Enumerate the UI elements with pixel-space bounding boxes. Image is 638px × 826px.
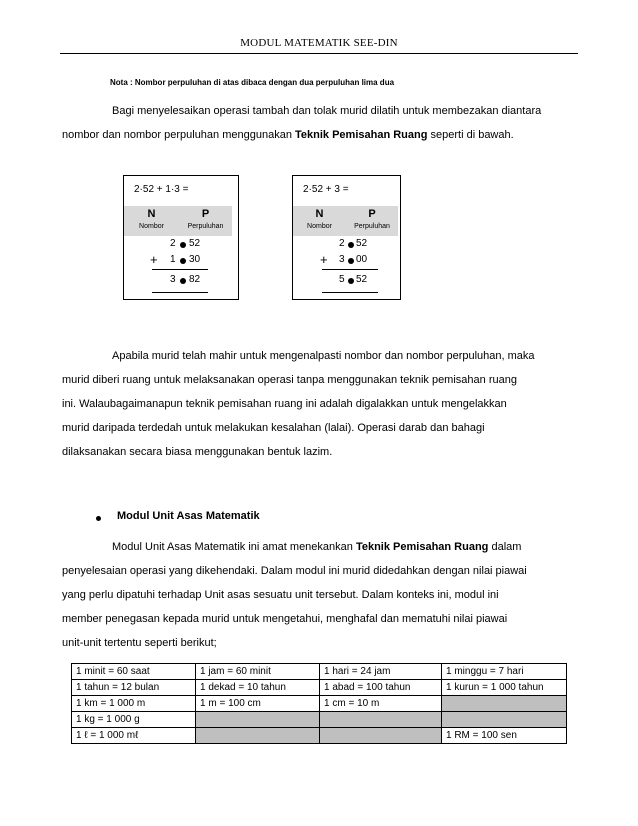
module-paragraph <box>62 535 570 655</box>
example-box-2 <box>292 175 401 300</box>
intro-line-2-pre: nombor dan nombor perpuluhan menggunakan <box>62 129 295 141</box>
mastery-line-5: dilaksanakan secara biasa menggunakan bentuk lazim. <box>62 446 333 458</box>
module-line-2: penyelesaian operasi yang dikehendaki. Dalam modul ini murid didedahkan dengan nilai piawai <box>62 565 527 577</box>
mastery-line-3: ini. Walaubagaimanapun teknik pemisahan ruang ini adalah digalakkan untuk mengelakkan <box>62 398 507 410</box>
sum-rule <box>152 269 208 270</box>
example-1-result-p: 82 <box>189 274 201 285</box>
sum-rule <box>322 269 378 270</box>
example-2-row2-n: 3 <box>339 254 345 265</box>
table-cell: 1 ℓ = 1 000 mℓ <box>72 728 196 744</box>
decimal-dot <box>180 278 186 284</box>
table-cell: 1 tahun = 12 bulan <box>72 680 196 696</box>
example-1-n-letter: N <box>147 208 156 220</box>
module-line-4: member penegasan kepada murid untuk mengetahui, menghafal dan mematuhi nilai piawai <box>62 613 508 625</box>
module-line-3: yang perlu dipatuhi terhadap Unit asas sesuatu unit tersebut. Dalam konteks ini, modul ini <box>62 589 499 601</box>
table-row <box>72 696 567 712</box>
example-2-p-header <box>346 206 398 236</box>
intro-line-2-bold: Teknik Pemisahan Ruang <box>295 129 428 141</box>
table-cell <box>196 728 320 744</box>
example-2-operator: + <box>320 252 328 267</box>
table-row <box>72 728 567 744</box>
example-1-result-n: 3 <box>170 274 176 285</box>
page-header: MODUL MATEMATIK SEE-DIN <box>240 37 398 49</box>
example-box-1 <box>123 175 239 300</box>
example-2-row1-n: 2 <box>339 238 345 249</box>
intro-line-1: Bagi menyelesaikan operasi tambah dan tolak murid dilatih untuk membezakan diantara <box>112 105 542 117</box>
table-cell: 1 kurun = 1 000 tahun <box>442 680 567 696</box>
table-cell: 1 hari = 24 jam <box>320 664 442 680</box>
table-cell: 1 RM = 100 sen <box>442 728 567 744</box>
example-1-n-header <box>124 206 179 236</box>
decimal-dot <box>348 242 354 248</box>
table-cell: 1 minggu = 7 hari <box>442 664 567 680</box>
table-row <box>72 664 567 680</box>
decimal-dot <box>348 278 354 284</box>
table-row <box>72 712 567 728</box>
example-1-equation: 2·52 + 1·3 = <box>134 184 189 195</box>
table-cell <box>320 728 442 744</box>
section-heading: Modul Unit Asas Matematik <box>117 510 260 522</box>
example-2-p-letter: P <box>368 208 376 220</box>
example-2-row2-p: 00 <box>356 254 368 265</box>
module-line-1-bold: Teknik Pemisahan Ruang <box>355 541 489 553</box>
example-1-p-sub: Perpuluhan <box>187 223 224 230</box>
mastery-paragraph <box>62 344 570 464</box>
table-cell <box>442 696 567 712</box>
mastery-line-1: Apabila murid telah mahir untuk mengenalpasti nombor dan nombor perpuluhan, maka <box>112 350 535 362</box>
example-1-row1-p: 52 <box>189 238 201 249</box>
table-cell: 1 kg = 1 000 g <box>72 712 196 728</box>
table-cell: 1 cm = 10 m <box>320 696 442 712</box>
example-2-n-letter: N <box>315 208 324 220</box>
example-1-p-letter: P <box>201 208 210 220</box>
decimal-dot <box>180 242 186 248</box>
table-cell: 1 km = 1 000 m <box>72 696 196 712</box>
example-1-row2-p: 30 <box>189 254 201 265</box>
example-2-p-sub: Perpuluhan <box>354 223 390 230</box>
table-cell <box>196 712 320 728</box>
example-1-p-header <box>179 206 232 236</box>
table-cell <box>442 712 567 728</box>
example-2-equation: 2·52 + 3 = <box>303 184 349 195</box>
table-cell: 1 minit = 60 saat <box>72 664 196 680</box>
example-2-result-n: 5 <box>339 274 345 285</box>
decimal-dot <box>348 258 354 264</box>
result-rule <box>152 292 208 293</box>
module-line-1-post: dalam <box>488 541 522 553</box>
module-line-5: unit-unit tertentu seperti berikut; <box>62 637 217 649</box>
example-1-n-sub: Nombor <box>139 223 164 230</box>
example-2-n-header <box>293 206 346 236</box>
example-1-row2-n: 1 <box>170 254 176 265</box>
example-2-result-p: 52 <box>356 274 368 285</box>
units-table-body <box>72 664 567 744</box>
table-cell: 1 m = 100 cm <box>196 696 320 712</box>
units-table <box>71 663 567 744</box>
decimal-dot <box>180 258 186 264</box>
table-cell: 1 abad = 100 tahun <box>320 680 442 696</box>
example-2-n-sub: Nombor <box>307 223 332 230</box>
table-cell <box>320 712 442 728</box>
mastery-line-4: murid daripada terdedah untuk melakukan kesalahan (lalai). Operasi darab dan bahagi <box>62 422 485 434</box>
bullet-icon <box>96 516 101 521</box>
result-rule <box>322 292 378 293</box>
header-rule <box>60 53 578 54</box>
example-1-operator: + <box>150 252 158 267</box>
table-cell: 1 dekad = 10 tahun <box>196 680 320 696</box>
note-text: Nota : Nombor perpuluhan di atas dibaca dengan dua perpuluhan lima dua <box>110 78 395 87</box>
mastery-line-2: murid diberi ruang untuk melaksanakan operasi tanpa menggunakan teknik pemisahan ruang <box>62 374 517 386</box>
example-2-row1-p: 52 <box>356 238 368 249</box>
table-row <box>72 680 567 696</box>
intro-paragraph <box>62 99 570 147</box>
example-1-row1-n: 2 <box>170 238 176 249</box>
intro-line-2-post: seperti di bawah. <box>427 129 514 141</box>
module-line-1-pre: Modul Unit Asas Matematik ini amat menekankan <box>112 541 356 553</box>
table-cell: 1 jam = 60 minit <box>196 664 320 680</box>
